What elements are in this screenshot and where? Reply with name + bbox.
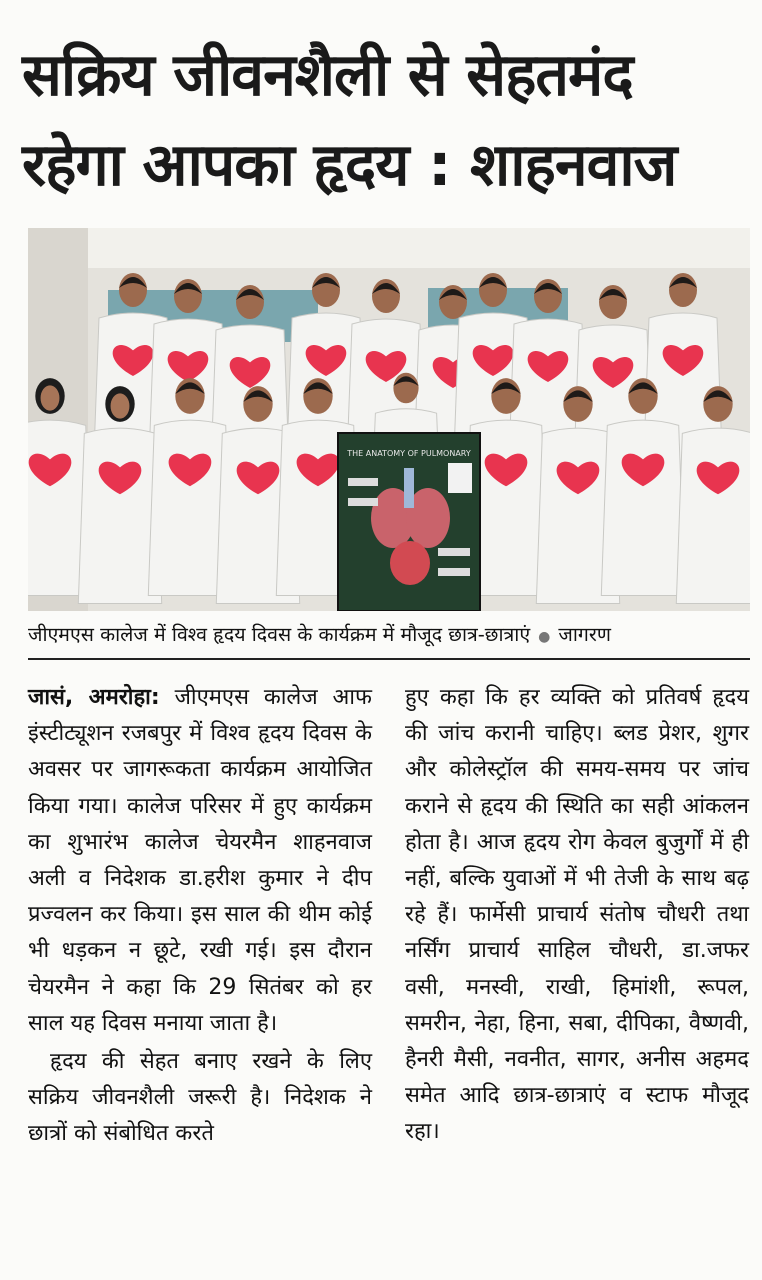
group-photo-illustration (28, 228, 750, 611)
article-byline: जासं, अमरोहा: (28, 685, 160, 710)
article-paragraph-1-text: जीएमएस कालेज आफ इंस्टीट्यूशन रजबपुर में विश्व हृदय दिवस के अवसर पर जागरूकता कार्यक्रम आयोजित किया गया। कालेज परिसर में हुए कार्यक्रम का शुभारंभ कालेज चेयरमैन शाहनवाज अली व निदेशक डा.हरीश कुमार ने दीप प्रज्वलन कर किया। इस साल की थीम कोई भी धड़कन न छूटे, रखी गई। इस दौरान चेयरमैन ने कहा कि 29 सितंबर को हर साल यह दिवस मनाया जाता है। (28, 685, 373, 1036)
article-paragraph-2: हृदय की सेहत बनाए रखने के लिए सक्रिय जीवनशैली जरूरी है। निदेशक ने छात्रों को संबोधित करते (28, 1049, 372, 1147)
anatomy-poster (338, 433, 480, 611)
photo-caption (28, 622, 758, 650)
headline-line-1: सक्रिय जीवनशैली से सेहतमंद (22, 40, 633, 109)
group-photo (28, 228, 750, 611)
poster-title: THE ANATOMY OF PULMONARY (347, 449, 471, 458)
article-paragraph-3: हुए कहा कि हर व्यक्ति को प्रतिवर्ष हृदय की जांच करानी चाहिए। ब्लड प्रेशर, शुगर और कोलेस्ट्रॉल की समय-समय पर जांच कराने से हृदय की स्थिति का सही आंकलन होता है। आज हृदय रोग केवल बुजुर्गों में ही नहीं, बल्कि युवाओं में भी तेजी के साथ बढ़ रहे हैं। फार्मेसी प्राचार्य संतोष चौधरी तथा नर्सिंग प्राचार्य साहिल चौधरी, डा.जफर वसी, मनस्वी, राखी, हिमांशी, रूपल, समरीन, नेहा, हिना, सबा, दीपिका, वैष्णवी, हैनरी मैसी, नवनीत, सागर, अनीस अहमद समेत आदि छात्र-छात्राएं व स्टाफ मौजूद रहा। (405, 685, 749, 1145)
article-column-right (405, 680, 749, 1151)
headline-line-2: रहेगा आपका हृदय : शाहनवाज (22, 130, 677, 199)
caption-credit: जागरण (558, 623, 611, 646)
divider (28, 658, 750, 660)
bullet-icon: ● (538, 629, 551, 645)
headline (22, 30, 752, 210)
article-paragraph-1 (28, 680, 372, 1042)
caption-text: जीएमएस कालेज में विश्व हृदय दिवस के कार्यक्रम में मौजूद छात्र-छात्राएं (28, 623, 531, 646)
article-column-left (28, 680, 372, 1153)
